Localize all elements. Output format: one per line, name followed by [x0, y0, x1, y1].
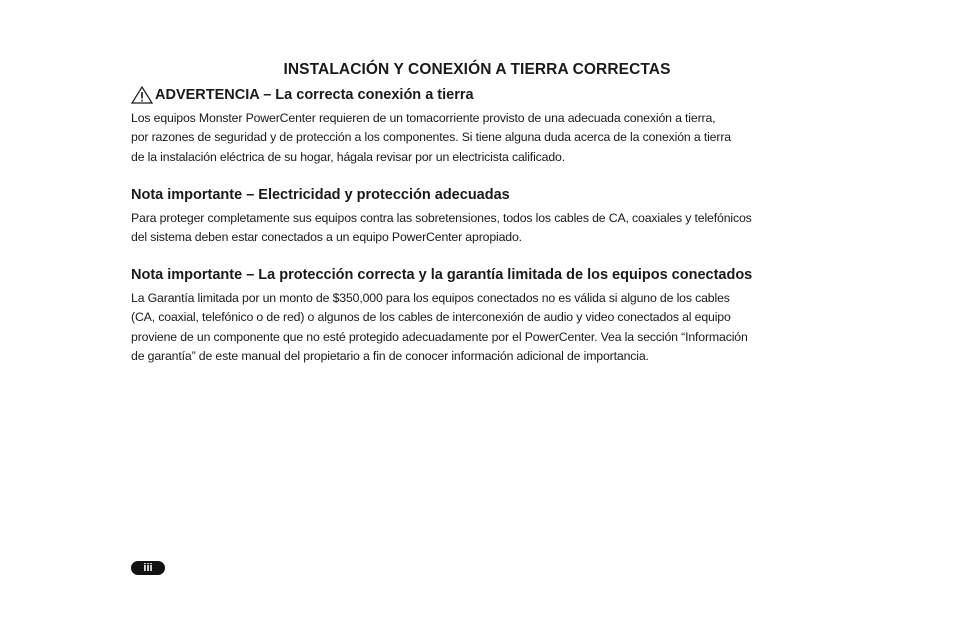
section-warning-grounding — [131, 86, 811, 167]
section-heading-text: Nota importante – La protección correcta y la garantía limitada de los equipos conectados — [131, 267, 753, 283]
section-heading — [131, 86, 811, 105]
paragraph-line: de garantía” de este manual del propietario a fin de conocer información adicional de importancia. — [131, 348, 649, 363]
section-heading — [131, 186, 811, 205]
paragraph-line: de la instalación eléctrica de su hogar, hágala revisar por un electricista calificado. — [131, 149, 565, 164]
paragraph-line: proviene de un componente que no esté protegido adecuadamente por el PowerCenter. Vea la sección “Información — [131, 329, 748, 344]
section-heading-text: Nota importante – Electricidad y protección adecuadas — [131, 187, 510, 203]
paragraph-line: del sistema deben estar conectados a un equipo PowerCenter apropiado. — [131, 230, 522, 245]
warning-icon — [131, 86, 153, 104]
page-title: INSTALACIÓN Y CONEXIÓN A TIERRA CORRECTAS — [283, 61, 671, 78]
section-limited-warranty — [131, 266, 811, 366]
section-paragraph — [131, 209, 811, 248]
paragraph-line: (CA, coaxial, telefónico o de red) o algunos de los cables de interconexión de audio y video conectados al equipo — [131, 310, 731, 325]
paragraph-line: Los equipos Monster PowerCenter requieren de un tomacorriente provisto de una adecuada conexión a tierra, — [131, 111, 716, 125]
page-number-badge: iii — [131, 561, 165, 575]
section-heading — [131, 266, 811, 285]
paragraph-line: por razones de seguridad y de protección a los componentes. Si tiene alguna duda acerca de la conexión a tierra — [131, 130, 731, 145]
section-paragraph — [131, 109, 811, 167]
section-paragraph — [131, 289, 811, 366]
paragraph-line: La Garantía limitada por un monto de $350,000 para los equipos conectados no es válida si alguno de los cables — [131, 291, 730, 305]
section-heading-text: ADVERTENCIA – La correcta conexión a tierra — [155, 87, 474, 103]
paragraph-line: Para proteger completamente sus equipos contra las sobretensiones, todos los cables de CA, coaxiales y telefónicos — [131, 211, 752, 225]
section-electricity-protection — [131, 186, 811, 248]
